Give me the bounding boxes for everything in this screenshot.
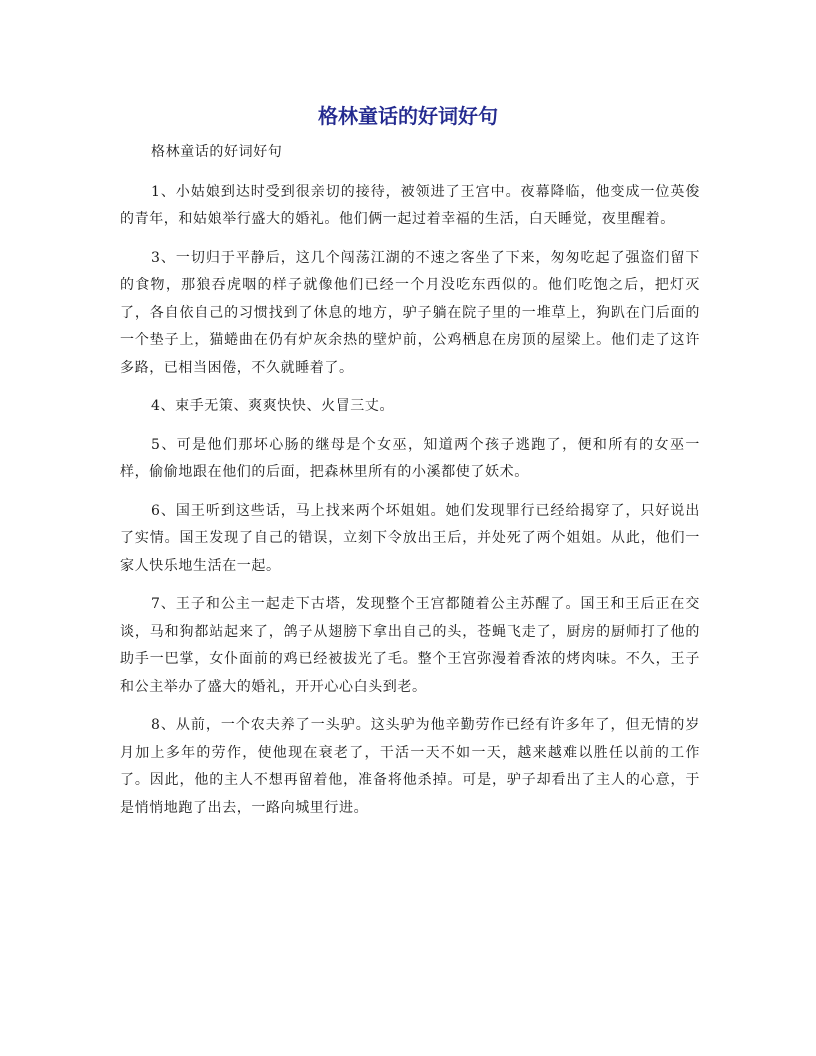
paragraph-6: 6、国王听到这些话，马上找来两个坏姐姐。她们发现罪行已经给揭穿了，只好说出了实情。国王发现了自己的错误，立刻下令放出王后，并处死了两个姐姐。从此，他们一家人快乐地生活在一起。: [120, 502, 700, 574]
page-title: 格林童话的好词好句: [318, 104, 498, 128]
subtitle-paragraph: 格林童话的好词好句: [151, 144, 283, 160]
document-body: [120, 139, 700, 833]
paragraph-4: 4、束手无策、爽爽快快、火冒三丈。: [151, 398, 395, 414]
paragraph-1: 1、小姑娘到达时受到很亲切的接待，被领进了王宫中。夜幕降临，他变成一位英俊的青年，和姑娘举行盛大的婚礼。他们俩一起过着幸福的生活，白天睡觉，夜里醒着。: [120, 183, 700, 227]
paragraph-3: 3、一切归于平静后，这几个闯荡江湖的不速之客坐了下来，匆匆吃起了强盗们留下的食物，那狼吞虎咽的样子就像他们已经一个月没吃东西似的。他们吃饱之后，把灯灭了，各自依自己的习惯找到了休息的地方，驴子躺在院子里的一堆草上，狗趴在门后面的一个垫子上，猫蜷曲在仍有炉灰余热的壁炉前，公鸡栖息在房顶的屋梁上。他们走了这许多路，已相当困倦，不久就睡着了。: [120, 249, 700, 376]
paragraph-5: 5、可是他们那坏心肠的继母是个女巫，知道两个孩子逃跑了，便和所有的女巫一样，偷偷地跟在他们的后面，把森林里所有的小溪都使了妖术。: [120, 436, 700, 480]
paragraph-7: 7、王子和公主一起走下古塔，发现整个王宫都随着公主苏醒了。国王和王后正在交谈，马和狗都站起来了，鸽子从翅膀下拿出自己的头，苍蝇飞走了，厨房的厨师打了他的助手一巴掌，女仆面前的鸡已经被拔光了毛。整个王宫弥漫着香浓的烤肉味。不久，王子和公主举办了盛大的婚礼，开开心心白头到老。: [120, 596, 700, 695]
paragraph-8: 8、从前，一个农夫养了一头驴。这头驴为他辛勤劳作已经有许多年了，但无情的岁月加上多年的劳作，使他现在衰老了，干活一天不如一天，越来越难以胜任以前的工作了。因此，他的主人不想再留着他，准备将他杀掉。可是，驴子却看出了主人的心意，于是悄悄地跑了出去，一路向城里行进。: [120, 717, 700, 816]
